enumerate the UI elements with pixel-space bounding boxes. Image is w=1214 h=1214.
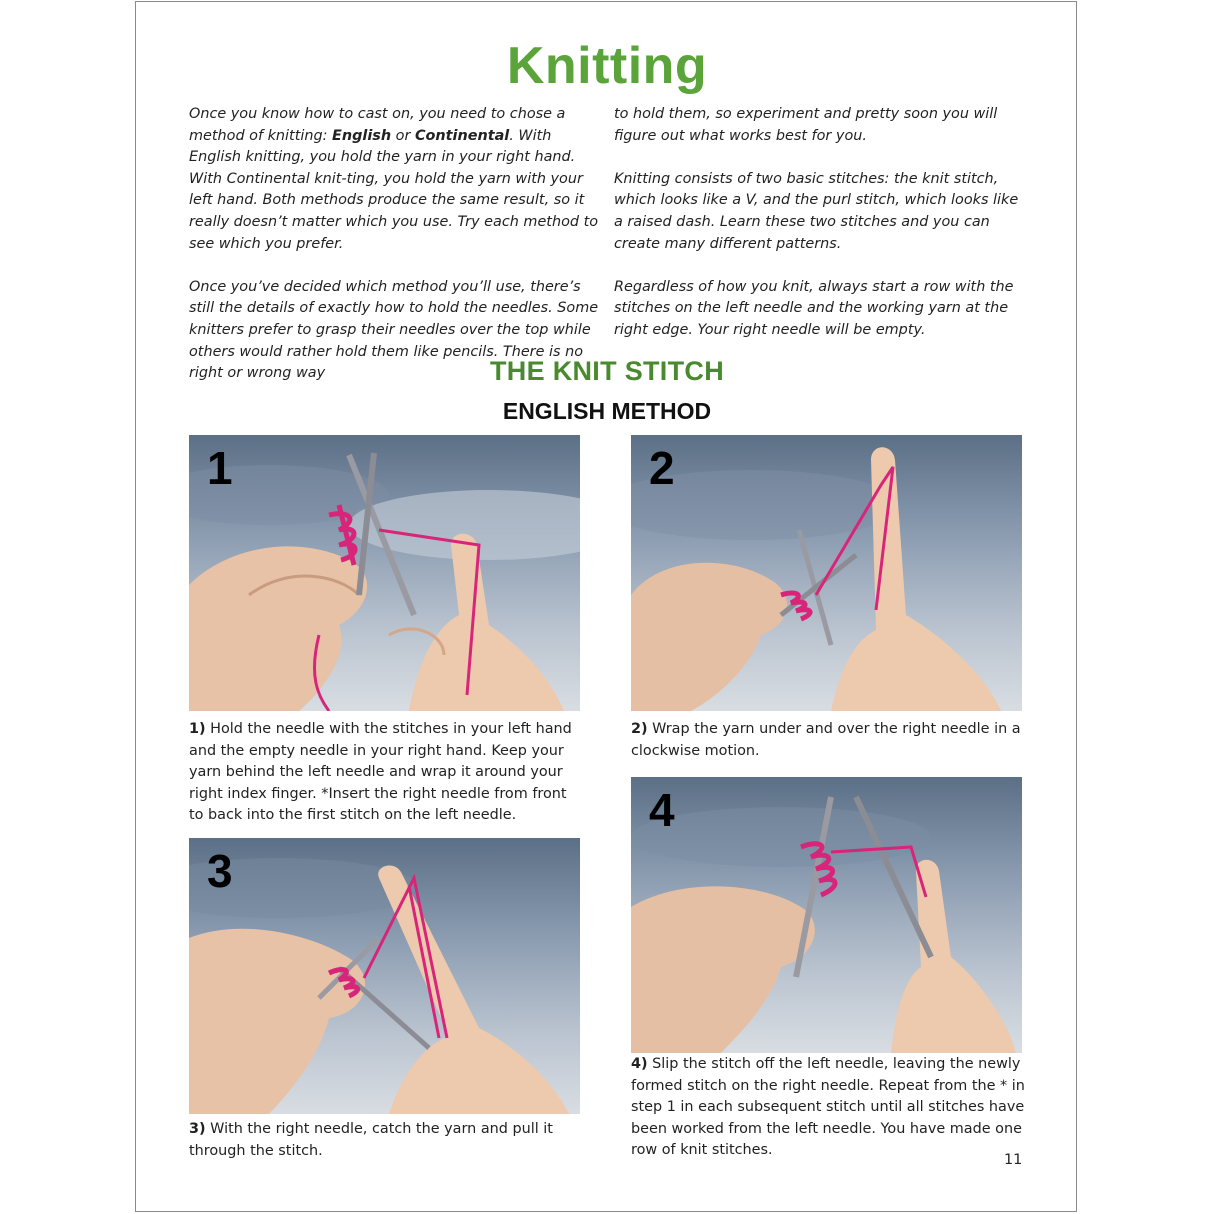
step-3-text: With the right needle, catch the yarn and pull it through the stitch.	[189, 1121, 553, 1159]
term-continental: Continental	[414, 127, 510, 144]
step-4-caption	[631, 1054, 1026, 1162]
hands-knitting-illustration	[631, 777, 1022, 1053]
hands-knitting-illustration	[189, 435, 580, 711]
intro-text: . With English knitting, you hold the yarn in your right hand. With Continental knit-ting, you hold the yarn with your left hand. Both methods produce the same result, so it really doesn’t matter which you use. Try each method to see which you prefer.	[189, 127, 599, 252]
page-title: Knitting	[506, 37, 708, 95]
step-4-photo	[631, 777, 1022, 1053]
step-2-photo	[631, 435, 1022, 711]
intro-right-column	[614, 104, 1026, 363]
step-1-text: Hold the needle with the stitches in your left hand and the empty needle in your right hand. Keep your yarn behind the left needle and wrap it around your right index finger. *Insert the right needle from front to back into the first stitch on the left needle.	[189, 721, 572, 824]
intro-paragraph-5: Regardless of how you knit, always start a row with the stitches on the left needle and the working yarn at the right edge. Your right needle will be empty.	[614, 278, 1014, 338]
step-4-number: 4	[649, 784, 675, 836]
step-2-number: 2	[649, 442, 675, 494]
step-2-text: Wrap the yarn under and over the right needle in a clockwise motion.	[631, 721, 1021, 759]
step-3-photo	[189, 838, 580, 1114]
intro-text: Once you know how to cast on, you need to chose a method of knitting:	[189, 106, 566, 144]
step-3-caption	[189, 1119, 584, 1162]
step-1-caption	[189, 719, 584, 827]
step-4-label: 4)	[631, 1056, 648, 1072]
intro-paragraph-1	[189, 104, 601, 255]
section-heading-english-method: ENGLISH METHOD	[502, 398, 712, 424]
hands-knitting-illustration	[631, 435, 1022, 711]
step-1-photo	[189, 435, 580, 711]
section-heading-knit-stitch: THE KNIT STITCH	[490, 356, 724, 386]
step-3-number: 3	[207, 845, 233, 897]
step-2-label: 2)	[631, 721, 648, 737]
step-3-label: 3)	[189, 1121, 206, 1137]
hands-knitting-illustration	[189, 838, 580, 1114]
intro-paragraph-4: Knitting consists of two basic stitches: the knit stitch, which looks like a V, and the purl stitch, which looks like a raised dash. Learn these two stitches and you can create many different patterns.	[614, 170, 1019, 252]
page-number: 11	[1004, 1152, 1023, 1168]
step-1-label: 1)	[189, 721, 206, 737]
step-2-caption	[631, 719, 1026, 762]
step-1-number: 1	[207, 442, 233, 494]
step-4-text: Slip the stitch off the left needle, leaving the newly formed stitch on the right needle. Repeat from the * in step 1 in each subsequent stitch until all stitches have been worked from the left needle. You have made one row of knit stitches.	[631, 1056, 1025, 1159]
intro-paragraph-3: to hold them, so experiment and pretty soon you will figure out what works best for you.	[614, 106, 998, 144]
intro-text: or	[391, 127, 415, 144]
intro-paragraph-2: Once you’ve decided which method you’ll use, there’s still the details of exactly how to hold the needles. Some knitters prefer to grasp their needles over the top while others would rather hold them like pencils. There is no right or wrong way	[189, 278, 599, 382]
term-english: English	[332, 127, 392, 144]
